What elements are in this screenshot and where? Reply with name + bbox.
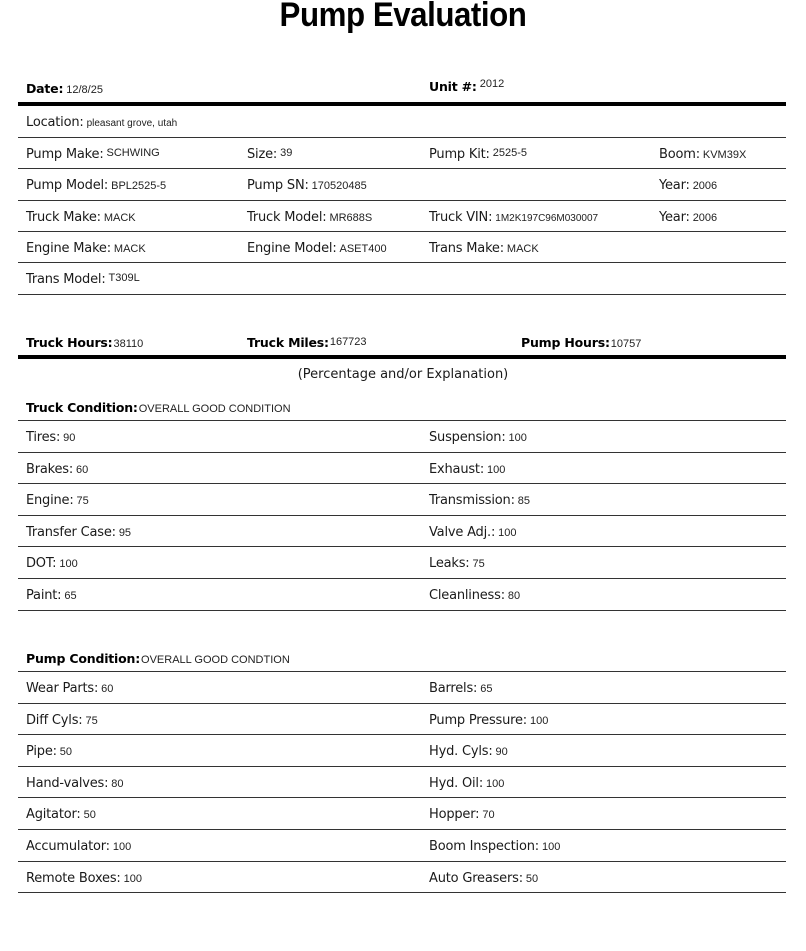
condition-item-label: Hand-valves: bbox=[26, 775, 109, 791]
unit-field bbox=[429, 78, 504, 96]
divider bbox=[18, 483, 786, 484]
condition-item-value: 85 bbox=[517, 495, 531, 508]
pump-make-value: SCHWING bbox=[106, 147, 160, 159]
condition-item-value: 100 bbox=[112, 841, 132, 853]
condition-item-label: Engine: bbox=[26, 493, 74, 509]
condition-item-label: Pipe: bbox=[26, 744, 57, 760]
truck-year-field bbox=[659, 208, 717, 226]
condition-item bbox=[429, 837, 560, 855]
trans-make-value: MACK bbox=[506, 243, 539, 255]
condition-item-label: Exhaust: bbox=[429, 461, 485, 477]
truck-hours-label: Truck Hours: bbox=[26, 335, 113, 350]
trans-make-label: Trans Make: bbox=[429, 241, 504, 256]
condition-item bbox=[26, 805, 96, 823]
truck-model-label: Truck Model: bbox=[247, 210, 327, 225]
pump-make-field bbox=[26, 145, 160, 163]
divider bbox=[18, 137, 786, 138]
divider bbox=[18, 766, 786, 767]
condition-item-label: Pump Pressure: bbox=[429, 712, 527, 728]
truck-condition-field bbox=[26, 399, 291, 417]
condition-item-label: Paint: bbox=[26, 588, 62, 603]
truck-year-value: 2006 bbox=[692, 212, 718, 224]
divider bbox=[18, 829, 786, 830]
divider bbox=[18, 578, 786, 579]
condition-item-value: 50 bbox=[83, 809, 96, 822]
engine-make-field bbox=[26, 239, 146, 257]
condition-item bbox=[26, 586, 77, 604]
condition-item bbox=[429, 711, 548, 729]
truck-condition-value: OVERALL GOOD CONDITION bbox=[138, 403, 291, 415]
condition-item bbox=[429, 523, 517, 541]
pump-hours-value: 10757 bbox=[610, 338, 642, 350]
condition-item-label: Transmission: bbox=[429, 493, 515, 509]
truck-hours-field bbox=[26, 334, 143, 352]
condition-item-label: Auto Greasers: bbox=[429, 870, 523, 886]
condition-item-label: Transfer Case: bbox=[26, 524, 116, 540]
truck-make-value: MACK bbox=[103, 212, 136, 224]
unit-label: Unit #: bbox=[429, 79, 477, 94]
divider bbox=[18, 420, 786, 421]
truck-model-value: MR688S bbox=[329, 212, 373, 224]
condition-item bbox=[26, 554, 78, 572]
condition-item-label: Agitator: bbox=[26, 807, 81, 823]
condition-item bbox=[26, 742, 72, 760]
condition-item bbox=[26, 837, 131, 855]
divider bbox=[18, 892, 786, 893]
pump-model-label: Pump Model: bbox=[26, 178, 109, 193]
truck-hours-value: 38110 bbox=[113, 338, 144, 350]
size-field bbox=[247, 145, 292, 163]
condition-item bbox=[429, 554, 485, 572]
pump-year-label: Year: bbox=[659, 178, 690, 193]
divider bbox=[18, 200, 786, 201]
truck-year-label: Year: bbox=[659, 210, 690, 225]
boom-field bbox=[659, 145, 746, 163]
condition-item-value: 65 bbox=[64, 590, 77, 602]
header-row bbox=[18, 80, 786, 100]
condition-item-label: Leaks: bbox=[429, 556, 470, 572]
condition-item-value: 100 bbox=[59, 558, 78, 571]
engine-make-value: MACK bbox=[113, 243, 146, 255]
divider bbox=[18, 734, 786, 735]
condition-item bbox=[429, 428, 527, 446]
boom-label: Boom: bbox=[659, 147, 700, 162]
condition-item bbox=[429, 869, 538, 887]
condition-item bbox=[26, 460, 88, 478]
boom-value: KVM39X bbox=[702, 149, 747, 161]
condition-item-value: 80 bbox=[507, 590, 521, 602]
condition-item bbox=[429, 491, 530, 509]
truck-miles-label: Truck Miles: bbox=[247, 335, 329, 350]
engine-model-value: ASET400 bbox=[339, 243, 387, 255]
pump-model-value: BPL2525-5 bbox=[111, 180, 167, 192]
condition-item-label: Barrels: bbox=[429, 681, 478, 696]
condition-item-value: 70 bbox=[482, 809, 495, 822]
pump-condition-field bbox=[26, 650, 290, 668]
divider bbox=[18, 168, 786, 169]
condition-item-value: 75 bbox=[76, 495, 89, 508]
pump-sn-label: Pump SN: bbox=[247, 178, 309, 193]
condition-item-value: 100 bbox=[541, 841, 561, 853]
pump-kit-value: 2525-5 bbox=[492, 147, 527, 159]
page-title: Pump Evaluation bbox=[279, 0, 527, 34]
condition-item-value: 50 bbox=[59, 746, 73, 759]
condition-item bbox=[429, 586, 520, 604]
trans-model-label: Trans Model: bbox=[26, 272, 106, 287]
condition-item-label: Diff Cyls: bbox=[26, 712, 83, 728]
condition-item bbox=[429, 805, 495, 823]
condition-item bbox=[429, 774, 504, 792]
condition-item bbox=[26, 523, 131, 541]
size-label: Size: bbox=[247, 147, 278, 162]
pump-kit-label: Pump Kit: bbox=[429, 147, 490, 162]
divider bbox=[18, 797, 786, 798]
engine-make-label: Engine Make: bbox=[26, 241, 111, 256]
date-label: Date: bbox=[26, 81, 64, 96]
truck-model-field bbox=[247, 208, 372, 226]
engine-model-field bbox=[247, 239, 387, 257]
truck-vin-value: 1M2K197C96M030007 bbox=[495, 213, 599, 224]
date-field bbox=[26, 80, 103, 98]
divider bbox=[18, 546, 786, 547]
divider bbox=[18, 231, 786, 232]
condition-item-value: 75 bbox=[85, 714, 98, 727]
condition-item-value: 60 bbox=[76, 463, 89, 476]
truck-vin-field bbox=[429, 208, 598, 226]
truck-make-label: Truck Make: bbox=[26, 210, 101, 225]
condition-item-value: 100 bbox=[487, 463, 506, 476]
condition-item bbox=[26, 774, 124, 792]
divider bbox=[18, 671, 786, 672]
divider bbox=[18, 610, 786, 611]
condition-item-value: 100 bbox=[498, 526, 517, 539]
condition-item-label: Hyd. Cyls: bbox=[429, 744, 493, 760]
condition-item bbox=[26, 869, 142, 887]
divider bbox=[18, 452, 786, 453]
engine-model-label: Engine Model: bbox=[247, 241, 337, 256]
size-value: 39 bbox=[280, 147, 293, 159]
condition-item-value: 100 bbox=[486, 777, 505, 790]
condition-item-label: Hyd. Oil: bbox=[429, 775, 484, 791]
pump-model-field bbox=[26, 176, 166, 194]
condition-item-value: 90 bbox=[63, 432, 76, 444]
unit-value: 2012 bbox=[479, 78, 505, 90]
truck-condition-label: Truck Condition: bbox=[26, 400, 138, 415]
condition-item-label: Valve Adj.: bbox=[429, 524, 496, 540]
condition-item-value: 100 bbox=[123, 872, 142, 885]
divider bbox=[18, 355, 786, 359]
condition-item-value: 75 bbox=[472, 558, 485, 571]
condition-item bbox=[26, 679, 113, 697]
condition-item-value: 60 bbox=[101, 683, 114, 695]
trans-model-value: T309L bbox=[108, 272, 140, 284]
divider bbox=[18, 102, 786, 106]
condition-item-label: DOT: bbox=[26, 556, 57, 572]
divider bbox=[18, 515, 786, 516]
pump-year-field bbox=[659, 176, 717, 194]
condition-item-label: Boom Inspection: bbox=[429, 839, 539, 854]
divider bbox=[18, 861, 786, 862]
pump-hours-field bbox=[521, 334, 641, 352]
condition-item bbox=[26, 711, 98, 729]
percentage-note: (Percentage and/or Explanation) bbox=[297, 367, 509, 382]
pump-sn-value: 170520485 bbox=[311, 180, 367, 192]
pump-sn-field bbox=[247, 176, 367, 194]
condition-item-value: 65 bbox=[480, 683, 493, 695]
truck-make-field bbox=[26, 208, 136, 226]
divider bbox=[18, 703, 786, 704]
condition-item-value: 50 bbox=[525, 872, 539, 885]
pump-condition-value: OVERALL GOOD CONDTION bbox=[141, 654, 290, 666]
truck-miles-value: 167723 bbox=[329, 336, 367, 348]
condition-item-label: Tires: bbox=[26, 430, 61, 445]
condition-item-value: 95 bbox=[118, 526, 132, 539]
divider bbox=[18, 294, 786, 295]
pump-hours-label: Pump Hours: bbox=[521, 335, 610, 350]
pump-kit-field bbox=[429, 145, 527, 163]
location-label: Location: bbox=[26, 115, 84, 130]
pump-make-label: Pump Make: bbox=[26, 147, 104, 162]
condition-item bbox=[26, 428, 75, 446]
condition-item bbox=[26, 491, 89, 509]
location-value: pleasant grove, utah bbox=[86, 118, 178, 129]
condition-item-label: Suspension: bbox=[429, 430, 506, 445]
condition-item-label: Cleanliness: bbox=[429, 588, 505, 603]
condition-item-label: Hopper: bbox=[429, 807, 480, 823]
condition-item-label: Wear Parts: bbox=[26, 681, 99, 696]
condition-item bbox=[429, 460, 505, 478]
condition-item-label: Accumulator: bbox=[26, 839, 110, 854]
condition-item bbox=[429, 679, 492, 697]
condition-item-value: 80 bbox=[111, 777, 124, 790]
condition-item-value: 100 bbox=[530, 714, 549, 727]
condition-item-label: Brakes: bbox=[26, 461, 74, 477]
condition-item-label: Remote Boxes: bbox=[26, 870, 121, 886]
pump-condition-label: Pump Condition: bbox=[26, 651, 141, 666]
trans-make-field bbox=[429, 239, 539, 257]
truck-vin-label: Truck VIN: bbox=[429, 210, 493, 225]
divider bbox=[18, 262, 786, 263]
trans-model-field bbox=[26, 270, 140, 288]
condition-item-value: 90 bbox=[495, 746, 508, 759]
date-value: 12/8/25 bbox=[66, 84, 103, 96]
condition-item bbox=[429, 742, 508, 760]
condition-item-value: 100 bbox=[508, 432, 527, 444]
truck-miles-field bbox=[247, 334, 367, 352]
pump-year-value: 2006 bbox=[692, 180, 718, 192]
location-field bbox=[26, 113, 177, 131]
